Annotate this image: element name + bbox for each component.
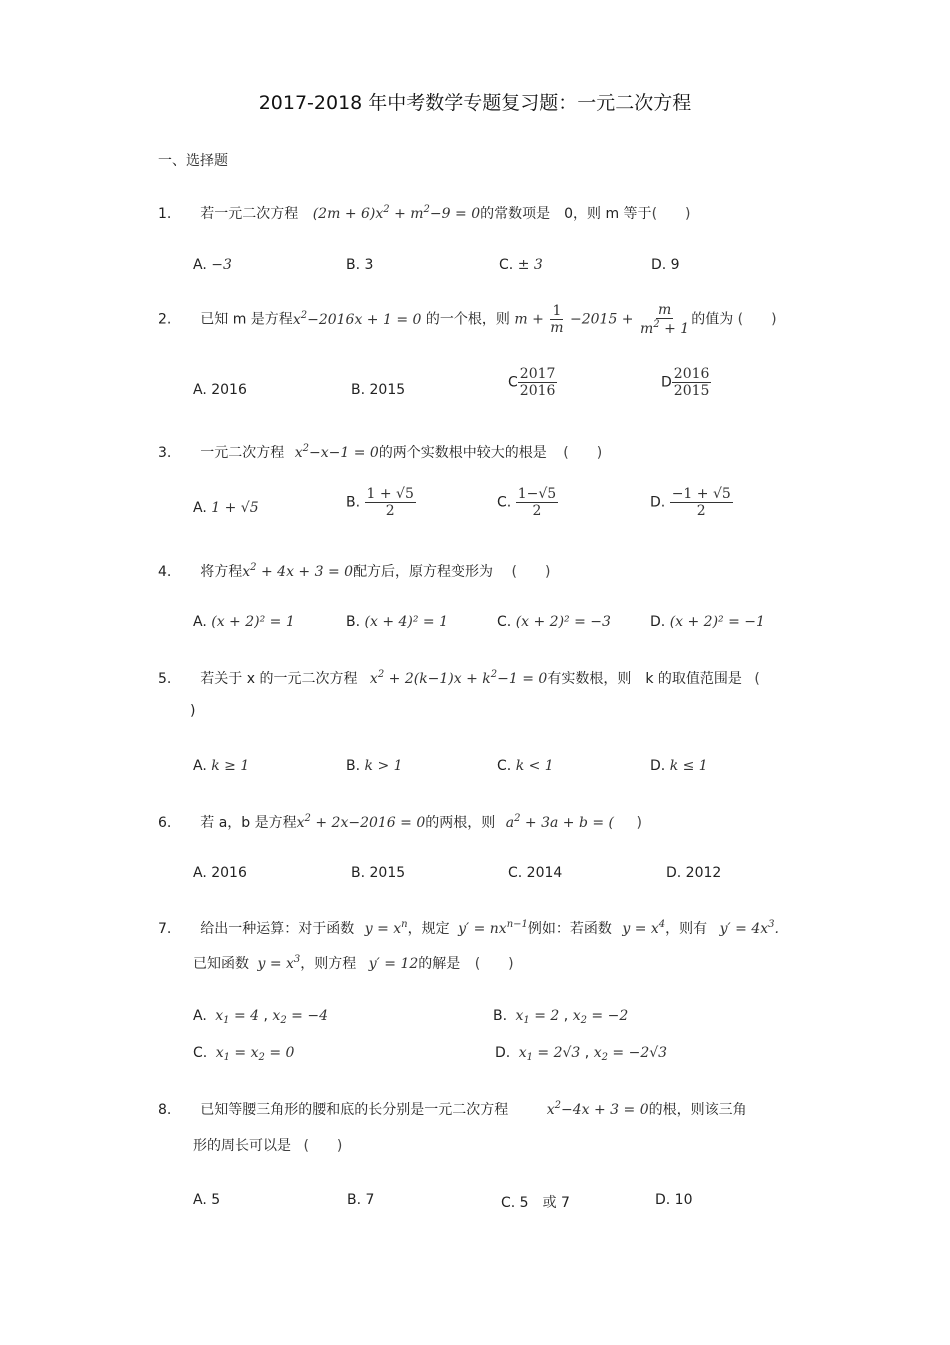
answer-paren: ( ) [303, 1138, 343, 1154]
question-number: 3. [158, 445, 172, 461]
question-text: 将方程 [200, 564, 243, 580]
option-d: D. (x + 2)² = −1 [650, 614, 765, 630]
answer-paren-close: ) [190, 703, 196, 719]
equation: $x^2-x-1 = 0$ [294, 443, 379, 461]
question-text: 的常数项是 0，则 m 等于 [480, 206, 652, 222]
question-8 [158, 1099, 747, 1119]
question-number: 8. [158, 1102, 172, 1118]
equation: $(2m + 6)x^2 + m^2-9 = 0$ [312, 204, 481, 222]
question-text: 配方后，原方程变形为 [353, 564, 494, 580]
equation: $x^2-4x + 3 = 0$ [546, 1100, 649, 1118]
question-text: 有实数根，则 k 的取值范围是 [547, 671, 742, 687]
option-a: A. 5 [193, 1192, 221, 1208]
question-text: 已知等腰三角形的腰和底的长分别是一元二次方程 [200, 1102, 509, 1118]
option-a: A. 2016 [193, 865, 247, 881]
option-c: C. $\frac{1-√5}{2}$ [497, 486, 557, 520]
answer-paren: ( ) [563, 445, 603, 461]
option-b: B. (x + 4)² = 1 [346, 614, 449, 630]
option-a: A. $x_1 = 4$ , $x_2 = -4$ [193, 1008, 328, 1026]
question-text: 的值为 [691, 311, 734, 328]
option-a: A. −3 [193, 257, 232, 273]
option-b: B. 7 [347, 1192, 375, 1208]
fraction: $\frac{m}{m^2 + 1}$ [640, 302, 690, 338]
answer-paren: ( ) [651, 206, 691, 222]
question-4 [158, 561, 550, 581]
option-d: D $\frac{2016}{2015}$ [661, 366, 710, 400]
option-a: A. 2016 [193, 382, 247, 398]
question-text: 若关于 x 的一元二次方程 [200, 671, 358, 687]
option-a: A. 1 + √5 [193, 500, 259, 516]
question-text: 一元二次方程 [200, 445, 285, 461]
question-1 [158, 203, 691, 223]
option-c: C. (x + 2)² = −3 [497, 614, 611, 630]
question-number: 2. [158, 311, 172, 328]
question-6 [158, 812, 642, 832]
option-c: C. k < 1 [497, 758, 554, 774]
question-text: 若一元二次方程 [200, 206, 299, 222]
question-7-line-2: 已知函数 $y = x^3$，则方程 y′ = 12的解是 ( ) [193, 954, 514, 972]
question-8-line-2: 形的周长可以是 ( ) [193, 1138, 343, 1154]
option-c: C. $x_1 = x_2 = 0$ [193, 1045, 295, 1063]
page-title: 2017-2018 年中考数学专题复习题：一元二次方程 [258, 92, 692, 114]
option-c: C. 2014 [508, 865, 563, 881]
option-d: D. k ≤ 1 [650, 758, 708, 774]
question-5 [158, 668, 760, 688]
question-number: 4. [158, 564, 172, 580]
answer-paren: ( ) [511, 564, 551, 580]
option-d: D. 9 [651, 257, 680, 273]
question-text: 的一个根，则 [425, 311, 510, 328]
question-number: 1. [158, 206, 172, 222]
option-d: D. $\frac{-1 + √5}{2}$ [650, 486, 731, 520]
expression: m + [514, 311, 544, 328]
question-7: 7. 给出一种运算：对于函数 $y = x^n$，规定 $y' = nx^{n-1}$例如：若函数 $y = x^4$，则有 $y' = 4x^3$. [158, 919, 779, 937]
answer-paren: ( [754, 671, 760, 687]
option-b: B. 3 [346, 257, 374, 273]
option-c: C. ± 3 [499, 257, 543, 273]
fraction: $\frac{1}{m}$ [550, 303, 564, 337]
option-b: B. $\frac{1 + √5}{2}$ [346, 486, 414, 520]
equation: $x^2-2016x + 1 = 0$ [292, 309, 422, 328]
question-text: 的两个实数根中较大的根是 [378, 445, 547, 461]
option-c: C. 5 或 7 [501, 1195, 570, 1211]
option-a: A. (x + 2)² = 1 [193, 614, 295, 630]
question-text: 的两根，则 [425, 815, 496, 831]
equation: $x^2 + 2x-2016 = 0$ [296, 813, 426, 831]
section-heading: 一、选择题 [158, 153, 228, 169]
question-text: 已知 m 是方程 [200, 311, 293, 328]
question-number: 7. [158, 921, 172, 937]
option-d: D. $x_1 = 2√3$ , $x_2 = -2√3$ [495, 1045, 668, 1063]
question-number: 5. [158, 671, 172, 687]
answer-paren: ( ) [737, 311, 777, 328]
option-b: B. k > 1 [346, 758, 403, 774]
answer-paren: ) [636, 815, 642, 831]
option-b: B. $x_1 = 2$ , $x_2 = -2$ [493, 1008, 629, 1026]
equation: $x^2 + 4x + 3 = 0$ [242, 562, 354, 580]
equation: $x^2 + 2(k-1)x + k^2-1 = 0$ [369, 669, 548, 687]
option-a: A. k ≥ 1 [193, 758, 250, 774]
option-d: D. 2012 [666, 865, 722, 881]
option-d: D. 10 [655, 1192, 693, 1208]
question-text: 若 a，b 是方程 [200, 815, 297, 831]
expression: $a^2 + 3a + b$ = ( [505, 813, 615, 831]
answer-paren: ( ) [474, 956, 514, 972]
question-text: 的根，则该三角 [648, 1102, 747, 1118]
option-b: B. 2015 [351, 382, 406, 398]
question-2: 2. 已知 m 是方程$x^2-2016x + 1 = 0$ 的一个根，则 m + $\frac{1}{m}$ −2015 + $\frac{m}{m^2 + 1}$ 的值为 ( ) [158, 302, 777, 338]
question-number: 6. [158, 815, 172, 831]
question-3 [158, 442, 602, 462]
question-text: 给出一种运算：对于函数 [200, 921, 355, 937]
option-b: B. 2015 [351, 865, 406, 881]
option-c: C $\frac{2017}{2016}$ [508, 366, 556, 400]
